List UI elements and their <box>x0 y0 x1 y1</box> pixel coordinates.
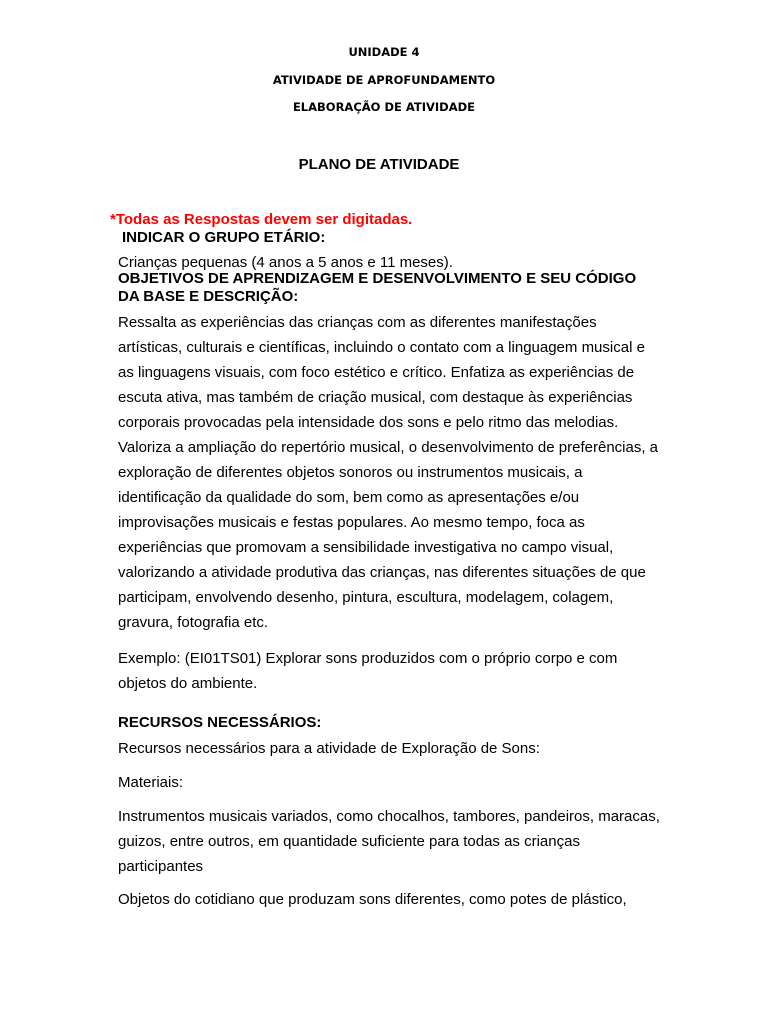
paragraph-line: experiências que promovam a sensibilidade investigativa no campo visual, <box>118 539 614 556</box>
age-group-heading: INDICAR O GRUPO ETÁRIO: <box>122 229 326 246</box>
instruments-line: participantes <box>118 858 204 875</box>
paragraph-line: artísticas, culturais e científicas, incluindo o contato com a linguagem musical e <box>118 339 645 356</box>
unit-header: UNIDADE 4 <box>348 45 420 59</box>
paragraph-line: identificação da qualidade do som, bem como as apresentações e/ou <box>118 489 580 506</box>
example-line: objetos do ambiente. <box>118 675 258 692</box>
paragraph-line: gravura, fotografia etc. <box>118 614 269 631</box>
paragraph-line: improvisações musicais e festas populares. Ao mesmo tempo, foca as <box>118 514 585 531</box>
paragraph-line: exploração de diferentes objetos sonoros ou instrumentos musicais, a <box>118 464 583 481</box>
activity-header: ATIVIDADE DE APROFUNDAMENTO <box>272 73 496 87</box>
instruments-line: Instrumentos musicais variados, como chocalhos, tambores, pandeiros, maracas, <box>118 808 660 825</box>
instruments-paragraph <box>118 804 660 879</box>
resources-heading: RECURSOS NECESSÁRIOS: <box>118 714 322 731</box>
objectives-paragraph <box>118 310 658 635</box>
objects-line: Objetos do cotidiano que produzam sons diferentes, como potes de plástico, <box>118 891 627 908</box>
typed-answers-notice: *Todas as Respostas devem ser digitadas. <box>110 211 413 228</box>
objectives-heading-line-1: OBJETIVOS DE APRENDIZAGEM E DESENVOLVIMENTO E SEU CÓDIGO <box>118 270 637 287</box>
paragraph-line: escuta ativa, mas também de criação musical, com destaque às experiências <box>118 389 633 406</box>
paragraph-line: participam, envolvendo desenho, pintura, escultura, modelagem, colagem, <box>118 589 614 606</box>
resources-intro: Recursos necessários para a atividade de Exploração de Sons: <box>118 740 540 757</box>
materials-label: Materiais: <box>118 774 184 791</box>
paragraph-line: Ressalta as experiências das crianças com as diferentes manifestações <box>118 314 597 331</box>
example-paragraph <box>118 646 617 696</box>
elaboration-header: ELABORAÇÃO DE ATIVIDADE <box>292 100 476 114</box>
paragraph-line: corporais provocadas pela intensidade dos sons e pelo ritmo das melodias. <box>118 414 619 431</box>
example-line: Exemplo: (EI01TS01) Explorar sons produzidos com o próprio corpo e com <box>118 650 618 667</box>
objectives-heading-line-2: DA BASE E DESCRIÇÃO: <box>118 288 299 305</box>
age-group-value: Crianças pequenas (4 anos a 5 anos e 11 meses). <box>118 254 453 271</box>
paragraph-line: Valoriza a ampliação do repertório musical, o desenvolvimento de preferências, a <box>118 439 659 456</box>
instruments-line: guizos, entre outros, em quantidade suficiente para todas as crianças <box>118 833 580 850</box>
paragraph-line: as linguagens visuais, com foco estético e crítico. Enfatiza as experiências de <box>118 364 635 381</box>
objects-paragraph <box>118 887 627 912</box>
paragraph-line: valorizando a atividade produtiva das crianças, nas diferentes situações de que <box>118 564 646 581</box>
plan-title: PLANO DE ATIVIDADE <box>298 156 460 173</box>
